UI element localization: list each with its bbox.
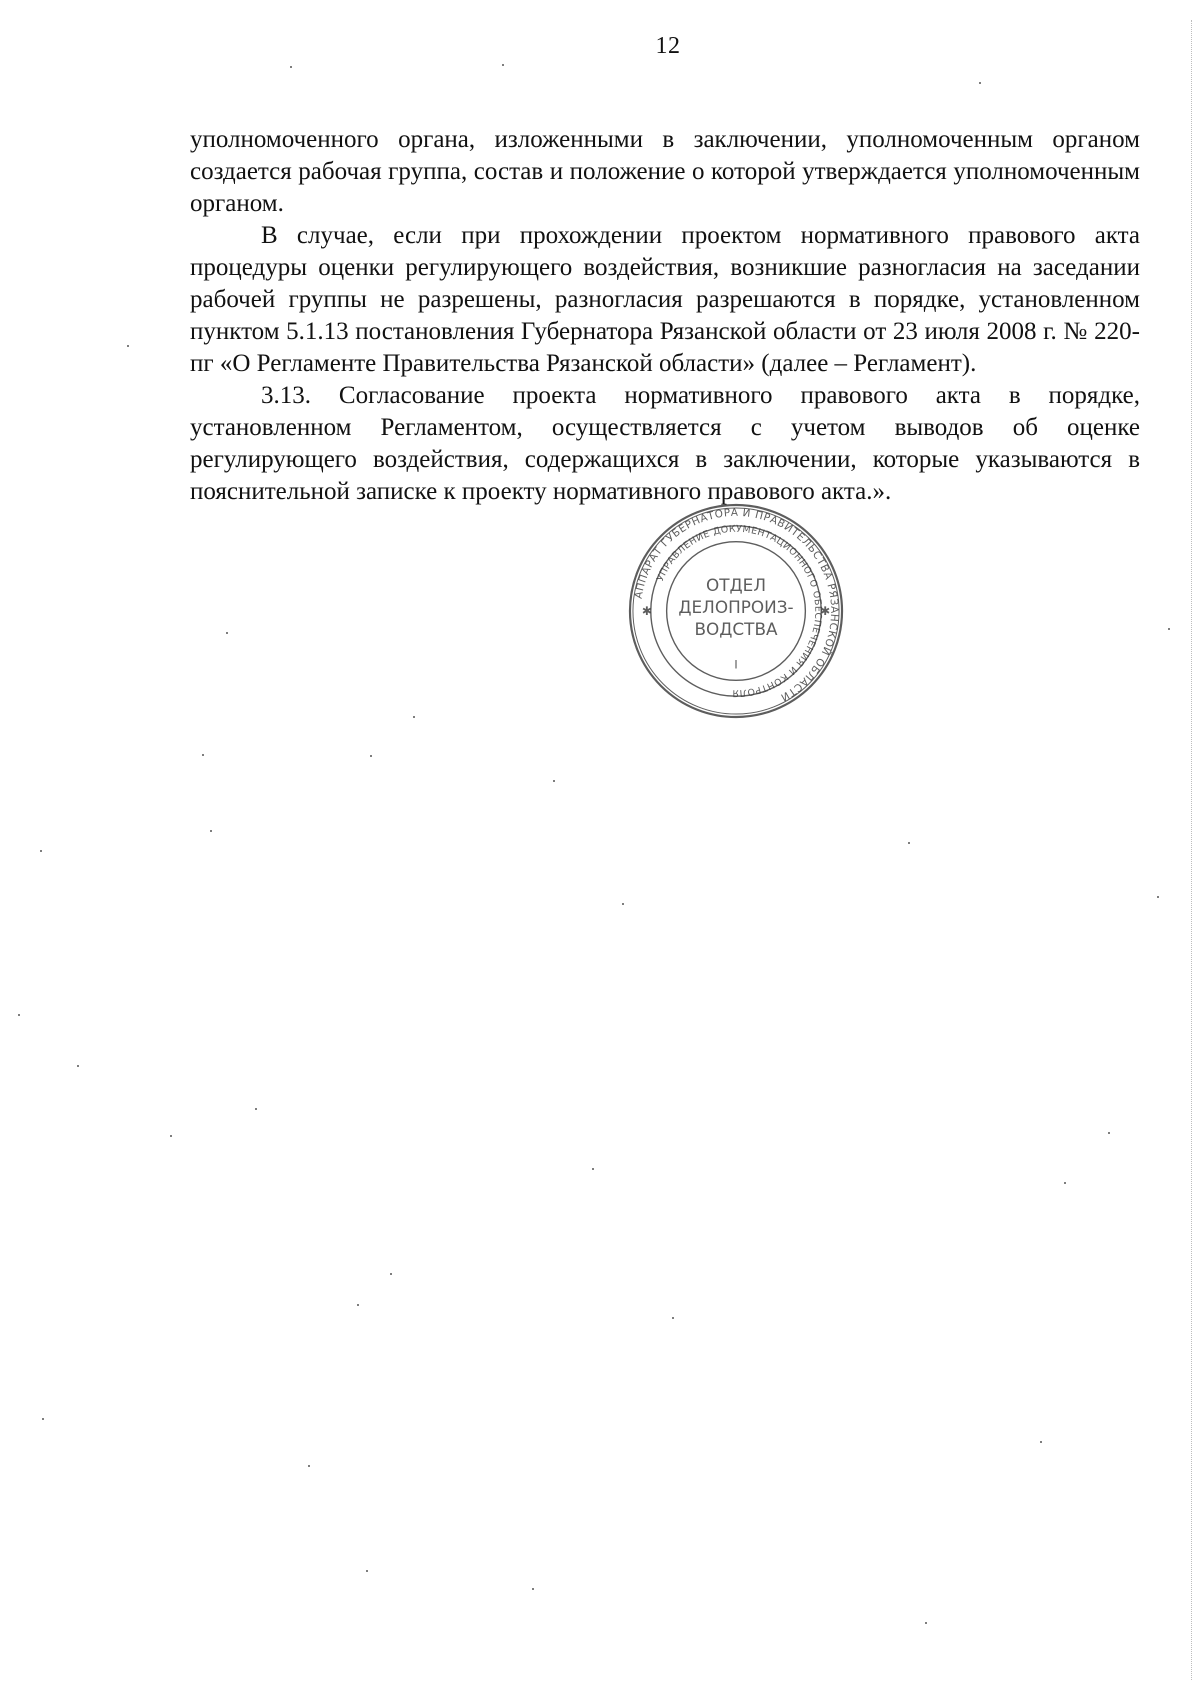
paragraph-3-13: 3.13. Согласование проекта нормативного правового акта в порядке, установленном Регламентом, осуществляется с учетом выводов об оценке регулирующего воздействия, содержащихся в заключении, которые указываются в пояснительной записке к проекту нормативного правового акта.». [190,382,1140,505]
scan-speck [1064,1182,1066,1184]
scan-edge-line [1190,20,1192,1680]
scan-speck [127,345,129,347]
scan-speck [979,82,981,84]
scan-speck [210,830,212,832]
scan-speck [40,850,42,852]
page-number: 12 [655,33,681,59]
scan-speck [308,1465,310,1467]
stamp-star-left-icon: ✱ [641,603,652,618]
scan-speck [908,842,910,844]
scan-speck [370,755,372,757]
stamp-center-line-1: ОТДЕЛ [706,575,766,596]
scan-speck [553,780,555,782]
stamp-inner-ring-text: УПРАВЛЕНИЕ ДОКУМЕНТАЦИОННОГО ОБЕСПЕЧЕНИЯ И КОНТРОЛЯ [654,523,824,699]
scan-speck [18,1014,20,1016]
scan-speck [202,754,204,756]
scan-speck [1040,1441,1042,1443]
stamp-star-right-icon: ✱ [820,603,831,618]
paragraph-continuation: уполномоченного органа, изложенными в заключении, уполномоченным органом создается рабочая группа, состав и положение о которой утверждается уполномоченным органом. [190,126,1140,217]
scan-speck [226,632,228,634]
scan-speck [357,1304,359,1306]
stamp-center-line-3: ВОДСТВА [694,618,778,639]
scan-speck [390,1273,392,1275]
scan-speck [366,1570,368,1572]
scan-speck [1157,896,1159,898]
scan-speck [672,1317,674,1319]
scan-speck [255,1108,257,1110]
scan-speck [502,64,504,66]
scan-speck [1108,1132,1110,1134]
scan-speck [77,1065,79,1067]
scan-speck [1168,628,1170,630]
scan-speck [413,716,415,718]
scan-speck [532,1588,534,1590]
office-stamp [627,502,845,720]
scan-speck [290,66,292,68]
stamp-mark: I [734,657,738,672]
scan-speck [42,1418,44,1420]
stamp-center-line-2: ДЕЛОПРОИЗ- [678,596,794,617]
stamp-outer-ring-text: АППАРАТ ГУБЕРНАТОРА И ПРАВИТЕЛЬСТВА РЯЗАНСКОЙ ОБЛАСТИ [632,506,841,704]
paragraph-disagreements: В случае, если при прохождении проектом нормативного правового акта процедуры оценки регулирующего воздействия, возникшие разногласия на заседании рабочей группы не разрешены, разногласия разрешаются в порядке, установленном пунктом 5.1.13 постановления Губернатора Рязанской области от 23 июля 2008 г. № 220-пг «О Регламенте Правительства Рязанской области» (далее – Регламент). [190,222,1140,377]
scan-speck [170,1135,172,1137]
body-text [190,124,1140,508]
scan-speck [925,1622,927,1624]
scan-speck [622,903,624,905]
scan-speck [592,1168,594,1170]
